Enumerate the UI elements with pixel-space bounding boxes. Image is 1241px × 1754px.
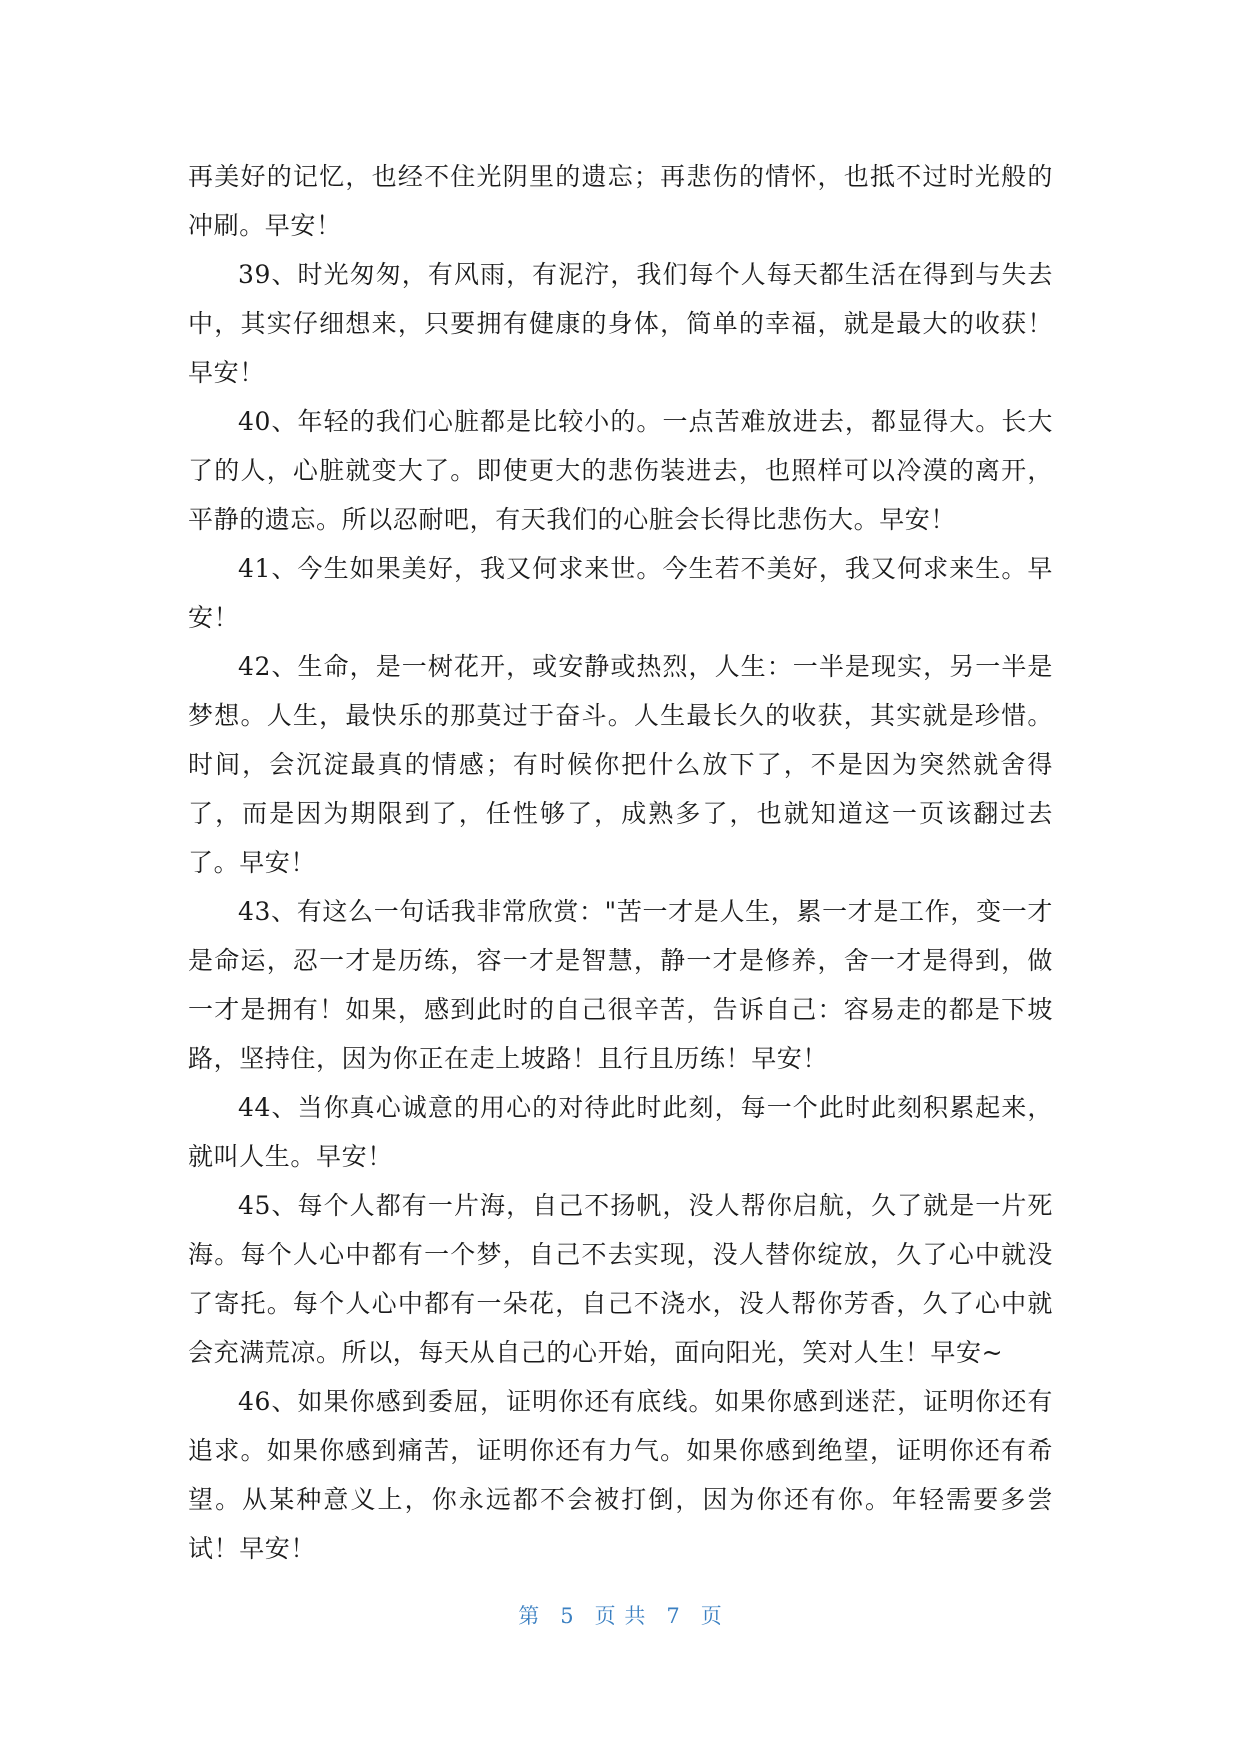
footer-label-of: 页 共 <box>594 1604 647 1628</box>
paragraph: 再美好的记忆，也经不住光阴里的遗忘；再悲伤的情怀，也抵不过时光般的冲刷。早安！ <box>188 162 1053 240</box>
paragraph: 45、每个人都有一片海，自己不扬帆，没人帮你启航，久了就是一片死海。每个人心中都有一个梦，自己不去实现，没人替你绽放，久了心中就没了寄托。每个人心中都有一朵花，自己不浇水，没人帮你芳香，久了心中就会充满荒凉。所以，每天从自己的心开始，面向阳光，笑对人生！早安~ <box>188 1191 1053 1367</box>
footer-label-page: 第 <box>518 1604 541 1628</box>
total-pages-number: 7 <box>666 1604 681 1628</box>
paragraph: 44、当你真心诚意的用心的对待此时此刻，每一个此时此刻积累起来，就叫人生。早安！ <box>188 1093 1053 1171</box>
paragraph: 43、有这么一句话我非常欣赏："苦一才是人生，累一才是工作，变一才是命运，忍一才是历练，容一才是智慧，静一才是修养，舍一才是得到，做一才是拥有！如果，感到此时的自己很辛苦，告诉自己：容易走的都是下坡路，坚持住，因为你正在走上坡路！且行且历练！早安！ <box>188 897 1053 1073</box>
paragraph: 40、年轻的我们心脏都是比较小的。一点苦难放进去，都显得大。长大了的人，心脏就变大了。即使更大的悲伤装进去，也照样可以冷漠的离开，平静的遗忘。所以忍耐吧，有天我们的心脏会长得比悲伤大。早安！ <box>188 407 1053 534</box>
document-body <box>188 152 1053 1573</box>
paragraph: 39、时光匆匆，有风雨，有泥泞，我们每个人每天都生活在得到与失去中，其实仔细想来，只要拥有健康的身体，简单的幸福，就是最大的收获！早安！ <box>188 260 1053 387</box>
paragraph: 46、如果你感到委屈，证明你还有底线。如果你感到迷茫，证明你还有追求。如果你感到痛苦，证明你还有力气。如果你感到绝望，证明你还有希望。从某种意义上，你永远都不会被打倒，因为你还有你。年轻需要多尝试！早安！ <box>188 1387 1053 1563</box>
current-page-number: 5 <box>560 1604 575 1628</box>
paragraph: 42、生命，是一树花开，或安静或热烈，人生：一半是现实，另一半是梦想。人生，最快乐的那莫过于奋斗。人生最长久的收获，其实就是珍惜。时间，会沉淀最真的情感；有时候你把什么放下了，不是因为突然就舍得了，而是因为期限到了，任性够了，成熟多了，也就知道这一页该翻过去了。早安！ <box>188 652 1053 877</box>
footer-label-end: 页 <box>700 1604 723 1628</box>
page-footer <box>0 1600 1241 1630</box>
paragraph: 41、今生如果美好，我又何求来世。今生若不美好，我又何求来生。早安！ <box>188 554 1053 632</box>
